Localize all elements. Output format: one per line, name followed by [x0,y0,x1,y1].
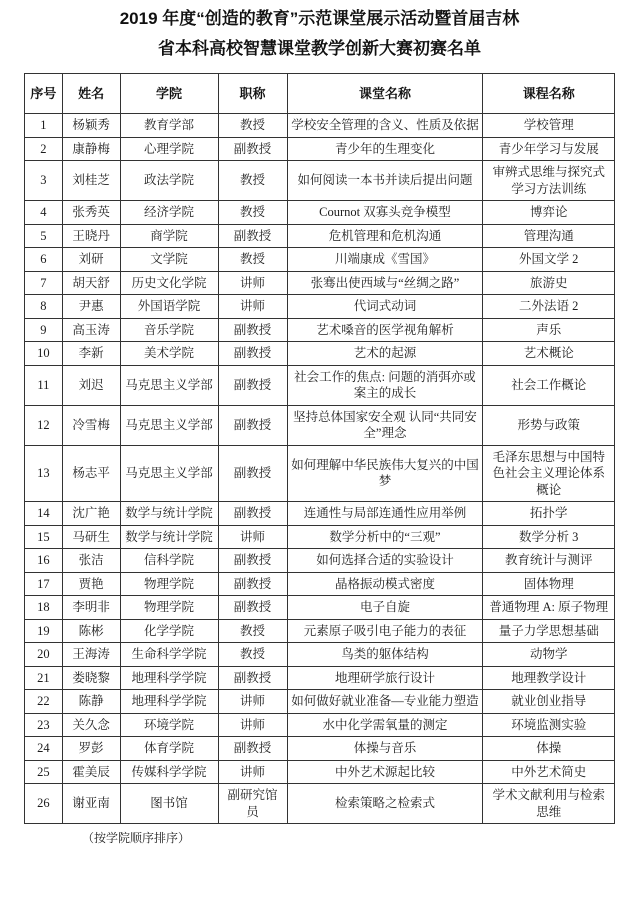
class-name: 中外艺术源起比较 [287,760,483,784]
row-number: 26 [25,784,63,824]
teacher-name: 王晓丹 [62,224,120,248]
course-name: 青少年学习与发展 [483,137,615,161]
college-name: 马克思主义学部 [120,405,218,445]
college-name: 地理科学学院 [120,666,218,690]
course-name: 声乐 [483,318,615,342]
college-name: 音乐学院 [120,318,218,342]
class-name: 社会工作的焦点: 问题的消弭亦或案主的成长 [287,365,483,405]
job-title: 副教授 [218,224,287,248]
class-name: 如何阅读一本书并读后提出问题 [287,161,483,201]
course-name: 地理教学设计 [483,666,615,690]
row-number: 21 [25,666,63,690]
table-row [25,137,615,161]
job-title: 副教授 [218,445,287,502]
table-row [25,365,615,405]
college-name: 外国语学院 [120,295,218,319]
teacher-name: 王海涛 [62,643,120,667]
class-name: 艺术嗓音的医学视角解析 [287,318,483,342]
class-name: 晶格振动模式密度 [287,572,483,596]
job-title: 讲师 [218,295,287,319]
teacher-name: 沈广艳 [62,502,120,526]
page-title-line1: 2019 年度“创造的教育”示范课堂展示活动暨首届吉林 [119,9,520,28]
row-number: 11 [25,365,63,405]
college-name: 图书馆 [120,784,218,824]
college-name: 商学院 [120,224,218,248]
course-name: 教育统计与测评 [483,549,615,573]
teacher-name: 李新 [62,342,120,366]
class-name: 连通性与局部连通性应用举例 [287,502,483,526]
table-row [25,619,615,643]
header-class-name: 课堂名称 [287,74,483,114]
header-job-title: 职称 [218,74,287,114]
job-title: 副教授 [218,137,287,161]
college-name: 历史文化学院 [120,271,218,295]
class-name: 如何做好就业准备—专业能力塑造 [287,690,483,714]
class-name: 艺术的起源 [287,342,483,366]
row-number: 22 [25,690,63,714]
table-row [25,271,615,295]
table-row [25,737,615,761]
teacher-name: 贾艳 [62,572,120,596]
table-row [25,525,615,549]
course-name: 二外法语 2 [483,295,615,319]
class-name: 坚持总体国家安全观 认同“共同安全”理念 [287,405,483,445]
job-title: 教授 [218,643,287,667]
class-name: 体操与音乐 [287,737,483,761]
job-title: 教授 [218,201,287,225]
row-number: 5 [25,224,63,248]
teacher-name: 康静梅 [62,137,120,161]
competition-roster-table [24,73,615,824]
college-name: 数学与统计学院 [120,502,218,526]
table-row [25,713,615,737]
row-number: 8 [25,295,63,319]
college-name: 信科学院 [120,549,218,573]
college-name: 马克思主义学部 [120,365,218,405]
teacher-name: 尹惠 [62,295,120,319]
class-name: 川端康成《雪国》 [287,248,483,272]
table-row [25,596,615,620]
course-name: 中外艺术简史 [483,760,615,784]
class-name: 数学分析中的“三观” [287,525,483,549]
table-row [25,502,615,526]
course-name: 固体物理 [483,572,615,596]
table-row [25,342,615,366]
college-name: 地理科学学院 [120,690,218,714]
row-number: 23 [25,713,63,737]
job-title: 副教授 [218,596,287,620]
page-title-line2: 省本科高校智慧课堂教学创新大赛初赛名单 [158,39,481,58]
college-name: 传媒科学学院 [120,760,218,784]
sorting-footnote: （按学院顺序排序） [82,831,191,846]
job-title: 副教授 [218,365,287,405]
teacher-name: 罗彭 [62,737,120,761]
row-number: 20 [25,643,63,667]
course-name: 艺术概论 [483,342,615,366]
page-title [24,4,615,64]
row-number: 7 [25,271,63,295]
teacher-name: 刘研 [62,248,120,272]
class-name: 学校安全管理的含义、性质及依据 [287,114,483,138]
teacher-name: 李明非 [62,596,120,620]
table-header-row [25,74,615,114]
job-title: 讲师 [218,713,287,737]
job-title: 副教授 [218,549,287,573]
row-number: 4 [25,201,63,225]
college-name: 物理学院 [120,572,218,596]
job-title: 教授 [218,114,287,138]
teacher-name: 陈彬 [62,619,120,643]
table-row [25,760,615,784]
table-row [25,666,615,690]
row-number: 13 [25,445,63,502]
row-number: 12 [25,405,63,445]
college-name: 经济学院 [120,201,218,225]
college-name: 文学院 [120,248,218,272]
job-title: 讲师 [218,760,287,784]
course-name: 就业创业指导 [483,690,615,714]
course-name: 旅游史 [483,271,615,295]
college-name: 教育学部 [120,114,218,138]
job-title: 副研究馆员 [218,784,287,824]
job-title: 副教授 [218,318,287,342]
teacher-name: 张洁 [62,549,120,573]
row-number: 24 [25,737,63,761]
job-title: 副教授 [218,502,287,526]
teacher-name: 刘迟 [62,365,120,405]
header-course-name: 课程名称 [483,74,615,114]
header-serial-number: 序号 [25,74,63,114]
header-college: 学院 [120,74,218,114]
class-name: 地理研学旅行设计 [287,666,483,690]
job-title: 副教授 [218,405,287,445]
class-name: 电子自旋 [287,596,483,620]
class-name: 危机管理和危机沟通 [287,224,483,248]
college-name: 化学学院 [120,619,218,643]
teacher-name: 高玉涛 [62,318,120,342]
teacher-name: 关久念 [62,713,120,737]
row-number: 17 [25,572,63,596]
job-title: 副教授 [218,737,287,761]
college-name: 环境学院 [120,713,218,737]
table-row [25,201,615,225]
course-name: 管理沟通 [483,224,615,248]
table-row [25,405,615,445]
college-name: 心理学院 [120,137,218,161]
table-row [25,784,615,824]
header-name: 姓名 [62,74,120,114]
class-name: 如何理解中华民族伟大复兴的中国梦 [287,445,483,502]
row-number: 3 [25,161,63,201]
job-title: 教授 [218,248,287,272]
teacher-name: 马研生 [62,525,120,549]
course-name: 环境监测实验 [483,713,615,737]
college-name: 马克思主义学部 [120,445,218,502]
row-number: 16 [25,549,63,573]
course-name: 体操 [483,737,615,761]
table-row [25,690,615,714]
teacher-name: 杨志平 [62,445,120,502]
job-title: 副教授 [218,342,287,366]
table-header [25,74,615,114]
class-name: 鸟类的躯体结构 [287,643,483,667]
college-name: 生命科学学院 [120,643,218,667]
teacher-name: 陈静 [62,690,120,714]
class-name: 青少年的生理变化 [287,137,483,161]
class-name: 元素原子吸引电子能力的表征 [287,619,483,643]
class-name: 如何选择合适的实验设计 [287,549,483,573]
job-title: 教授 [218,161,287,201]
course-name: 学校管理 [483,114,615,138]
course-name: 普通物理 A: 原子物理 [483,596,615,620]
class-name: 检索策略之检索式 [287,784,483,824]
job-title: 讲师 [218,525,287,549]
table-body [25,114,615,824]
college-name: 数学与统计学院 [120,525,218,549]
course-name: 拓扑学 [483,502,615,526]
table-row [25,549,615,573]
table-row [25,114,615,138]
table-row [25,161,615,201]
college-name: 美术学院 [120,342,218,366]
course-name: 动物学 [483,643,615,667]
course-name: 审辨式思维与探究式学习方法训练 [483,161,615,201]
teacher-name: 刘桂芝 [62,161,120,201]
table-row [25,224,615,248]
teacher-name: 娄晓黎 [62,666,120,690]
college-name: 体育学院 [120,737,218,761]
row-number: 1 [25,114,63,138]
job-title: 讲师 [218,690,287,714]
course-name: 学术文献利用与检索思维 [483,784,615,824]
table-row [25,248,615,272]
job-title: 副教授 [218,666,287,690]
course-name: 毛泽东思想与中国特色社会主义理论体系概论 [483,445,615,502]
table-row [25,572,615,596]
teacher-name: 张秀英 [62,201,120,225]
course-name: 量子力学思想基础 [483,619,615,643]
job-title: 讲师 [218,271,287,295]
row-number: 14 [25,502,63,526]
course-name: 博弈论 [483,201,615,225]
college-name: 政法学院 [120,161,218,201]
row-number: 15 [25,525,63,549]
row-number: 9 [25,318,63,342]
teacher-name: 谢亚南 [62,784,120,824]
row-number: 6 [25,248,63,272]
table-row [25,295,615,319]
class-name: Cournot 双寡头竞争模型 [287,201,483,225]
class-name: 张骞出使西域与“丝绸之路” [287,271,483,295]
job-title: 教授 [218,619,287,643]
row-number: 19 [25,619,63,643]
row-number: 10 [25,342,63,366]
course-name: 形势与政策 [483,405,615,445]
table-row [25,445,615,502]
college-name: 物理学院 [120,596,218,620]
row-number: 25 [25,760,63,784]
row-number: 2 [25,137,63,161]
teacher-name: 冷雪梅 [62,405,120,445]
table-row [25,318,615,342]
row-number: 18 [25,596,63,620]
table-row [25,643,615,667]
class-name: 代词式动词 [287,295,483,319]
teacher-name: 胡天舒 [62,271,120,295]
class-name: 水中化学需氧量的测定 [287,713,483,737]
course-name: 外国文学 2 [483,248,615,272]
job-title: 副教授 [218,572,287,596]
teacher-name: 霍美辰 [62,760,120,784]
course-name: 数学分析 3 [483,525,615,549]
teacher-name: 杨颖秀 [62,114,120,138]
course-name: 社会工作概论 [483,365,615,405]
